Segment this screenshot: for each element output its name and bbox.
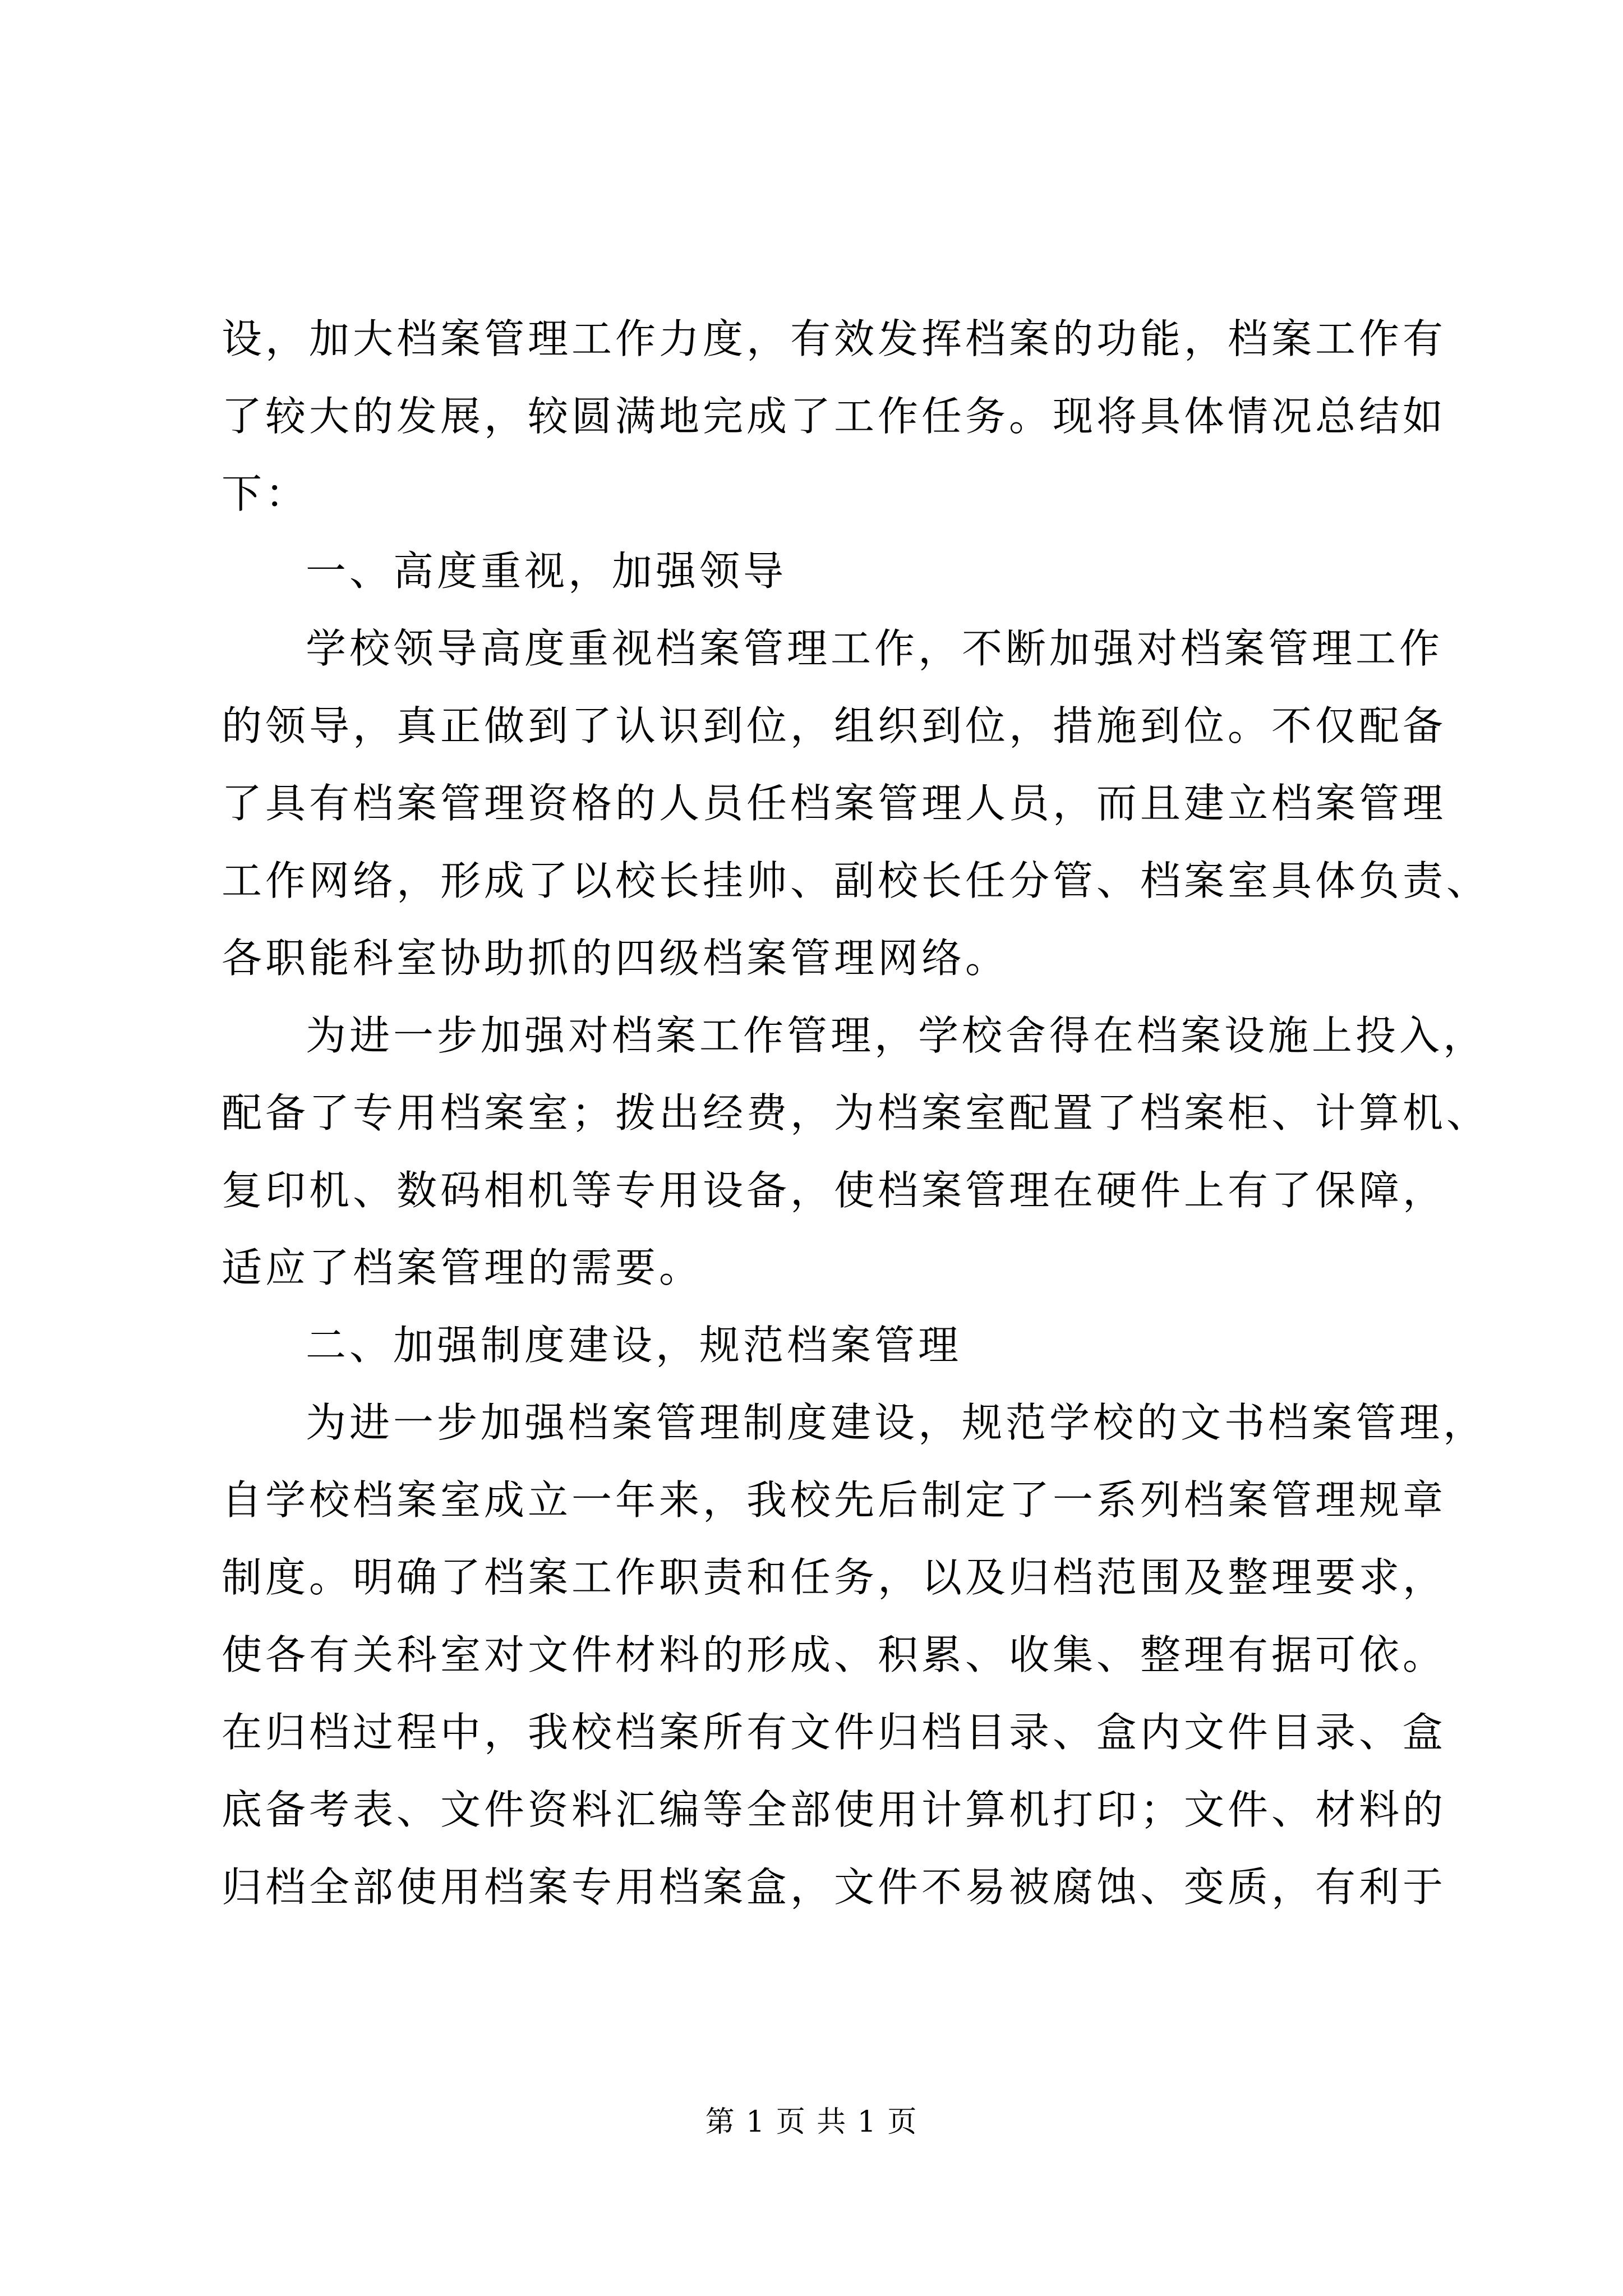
text-line: 底备考表、文件资料汇编等全部使用计算机打印；文件、材料的	[222, 1786, 1447, 1833]
text-line: 适应了档案管理的需要。	[222, 1244, 703, 1291]
text-line: 为进一步加强档案管理制度建设，规范学校的文书档案管理，	[306, 1399, 1487, 1446]
section-heading: 二、加强制度建设，规范档案管理	[306, 1322, 962, 1369]
text-line: 了具有档案管理资格的人员任档案管理人员，而且建立档案管理	[222, 780, 1447, 827]
text-line: 了较大的发展，较圆满地完成了工作任务。现将具体情况总结如	[222, 393, 1447, 440]
text-line: 复印机、数码相机等专用设备，使档案管理在硬件上有了保障，	[222, 1167, 1447, 1214]
section-heading: 一、高度重视，加强领导	[306, 547, 787, 595]
text-line: 为进一步加强对档案工作管理，学校舍得在档案设施上投入，	[306, 1012, 1487, 1059]
text-line: 在归档过程中，我校档案所有文件归档目录、盒内文件目录、盒	[222, 1709, 1447, 1756]
text-line: 各职能科室协助抓的四级档案管理网络。	[222, 935, 1009, 982]
text-line: 使各有关科室对文件材料的形成、积累、收集、整理有据可依。	[222, 1631, 1447, 1678]
text-line: 工作网络，形成了以校长挂帅、副校长任分管、档案室具体负责、	[222, 857, 1491, 904]
text-line: 归档全部使用档案专用档案盒，文件不易被腐蚀、变质，有利于	[222, 1864, 1447, 1911]
text-line: 自学校档案室成立一年来，我校先后制定了一系列档案管理规章	[222, 1476, 1447, 1524]
text-line: 制度。明确了档案工作职责和任务，以及归档范围及整理要求，	[222, 1554, 1447, 1601]
text-line: 配备了专用档案室；拨出经费，为档案室配置了档案柜、计算机、	[222, 1089, 1491, 1137]
text-line: 学校领导高度重视档案管理工作，不断加强对档案管理工作	[306, 625, 1444, 672]
text-line: 下：	[222, 470, 310, 517]
page-number-footer: 第 1 页 共 1 页	[705, 2105, 918, 2139]
text-line: 的领导，真正做到了认识到位，组织到位，措施到位。不仅配备	[222, 702, 1447, 749]
text-line: 设，加大档案管理工作力度，有效发挥档案的功能，档案工作有	[222, 315, 1447, 362]
